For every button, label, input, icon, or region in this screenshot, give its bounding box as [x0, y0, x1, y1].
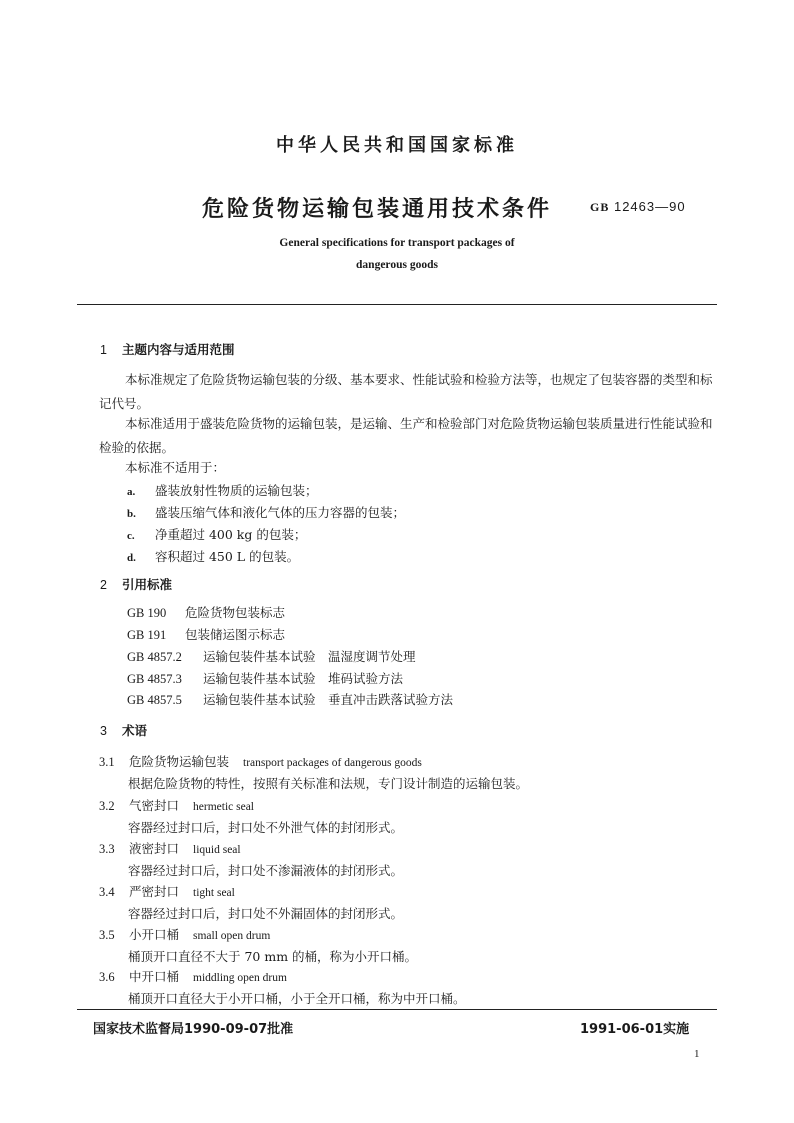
- english-title-line1: General specifications for transport packages of: [279, 237, 515, 249]
- national-standard-label: 中华人民共和国国家标准: [276, 135, 518, 156]
- list-item-label: d.: [127, 552, 136, 564]
- implementation-note: 1991-06-01实施: [580, 1022, 690, 1037]
- section-title: 术语: [122, 723, 148, 738]
- reference-code: GB 191: [127, 628, 167, 642]
- term-chinese: 液密封口: [129, 841, 180, 856]
- term-entry: [99, 967, 287, 985]
- reference-code: GB 4857.2: [127, 650, 182, 664]
- term-number: 3.6: [99, 970, 115, 984]
- page-number: 1: [694, 1048, 700, 1060]
- standard-code-prefix: GB: [590, 200, 610, 214]
- document-title: 危险货物运输包装通用技术条件: [201, 197, 552, 222]
- reference-title: 运输包装件基本试验 垂直冲击跌落试验方法: [203, 692, 454, 707]
- standard-code-number: 12463—90: [613, 199, 686, 214]
- list-item: [127, 547, 299, 565]
- section-title: 主题内容与适用范围: [122, 342, 235, 357]
- term-entry: [99, 925, 270, 943]
- footer-divider: [77, 1009, 717, 1010]
- reference-title: 运输包装件基本试验 堆码试验方法: [203, 671, 404, 686]
- term-entry: [99, 796, 254, 814]
- term-english: small open drum: [193, 930, 271, 942]
- approval-note: 国家技术监督局1990-09-07批准: [93, 1022, 294, 1037]
- term-number: 3.2: [99, 799, 115, 813]
- term-english: transport packages of dangerous goods: [243, 757, 422, 769]
- not-applicable-intro: 本标准不适用于：: [125, 460, 226, 475]
- term-definition: 桶顶开口直径不大于 70 mm 的桶，称为小开口桶。: [128, 949, 418, 964]
- term-number: 3.4: [99, 885, 115, 899]
- section-1-heading: [100, 340, 235, 358]
- term-number: 3.3: [99, 842, 115, 856]
- list-item: [127, 481, 318, 499]
- term-english: middling open drum: [193, 972, 287, 984]
- list-item-label: c.: [127, 530, 135, 542]
- reference-item: [127, 669, 403, 687]
- term-chinese: 中开口桶: [129, 969, 180, 984]
- reference-title: 运输包装件基本试验 温湿度调节处理: [203, 649, 416, 664]
- section-2-heading: [100, 575, 172, 593]
- term-english: tight seal: [193, 887, 235, 899]
- term-definition: 容器经过封口后，封口处不渗漏液体的封闭形式。: [128, 863, 404, 878]
- term-chinese: 气密封口: [129, 798, 180, 813]
- reference-item: [127, 603, 285, 621]
- term-entry: [99, 752, 422, 770]
- term-definition: 容器经过封口后，封口处不外泄气体的封闭形式。: [128, 820, 404, 835]
- standard-code: [590, 199, 686, 215]
- section-1-paragraph-1: 本标准规定了危险货物运输包装的分级、基本要求、性能试验和检验方法等，也规定了包装容器的类型和标记代号。: [99, 372, 713, 411]
- list-item-label: b.: [127, 508, 136, 520]
- list-item-text: 净重超过 400 kg 的包装；: [155, 527, 307, 542]
- term-chinese: 小开口桶: [129, 927, 180, 942]
- reference-item: [127, 690, 453, 708]
- english-title-line2: dangerous goods: [356, 259, 438, 271]
- term-entry: [99, 882, 235, 900]
- section-number: 2: [100, 578, 107, 592]
- reference-title: 包装储运图示标志: [185, 627, 286, 642]
- term-definition: 根据危险货物的特性，按照有关标准和法规，专门设计制造的运输包装。: [128, 776, 529, 791]
- list-item-text: 盛装压缩气体和液化气体的压力容器的包装；: [155, 505, 406, 520]
- term-number: 3.1: [99, 755, 115, 769]
- section-number: 1: [100, 343, 107, 357]
- list-item-text: 盛装放射性物质的运输包装；: [155, 483, 318, 498]
- reference-title: 危险货物包装标志: [185, 605, 286, 620]
- term-definition: 桶顶开口直径大于小开口桶，小于全开口桶，称为中开口桶。: [128, 991, 466, 1006]
- term-definition: 容器经过封口后，封口处不外漏固体的封闭形式。: [128, 906, 404, 921]
- header-divider: [77, 304, 717, 305]
- section-3-heading: [100, 721, 147, 739]
- term-english: liquid seal: [193, 844, 241, 856]
- reference-item: [127, 625, 285, 643]
- reference-item: [127, 647, 416, 665]
- list-item: [127, 503, 405, 521]
- reference-code: GB 4857.3: [127, 672, 182, 686]
- section-1-paragraph-2: 本标准适用于盛装危险货物的运输包装，是运输、生产和检验部门对危险货物运输包装质量进行性能试验和检验的依据。: [99, 416, 713, 455]
- term-number: 3.5: [99, 928, 115, 942]
- section-number: 3: [100, 724, 107, 738]
- section-title: 引用标准: [122, 577, 173, 592]
- list-item-text: 容积超过 450 L 的包装。: [155, 549, 300, 564]
- term-chinese: 严密封口: [129, 884, 180, 899]
- term-entry: [99, 839, 241, 857]
- term-english: hermetic seal: [193, 801, 254, 813]
- reference-code: GB 190: [127, 606, 167, 620]
- term-chinese: 危险货物运输包装: [129, 754, 230, 769]
- reference-code: GB 4857.5: [127, 693, 182, 707]
- list-item: [127, 525, 306, 543]
- list-item-label: a.: [127, 486, 136, 498]
